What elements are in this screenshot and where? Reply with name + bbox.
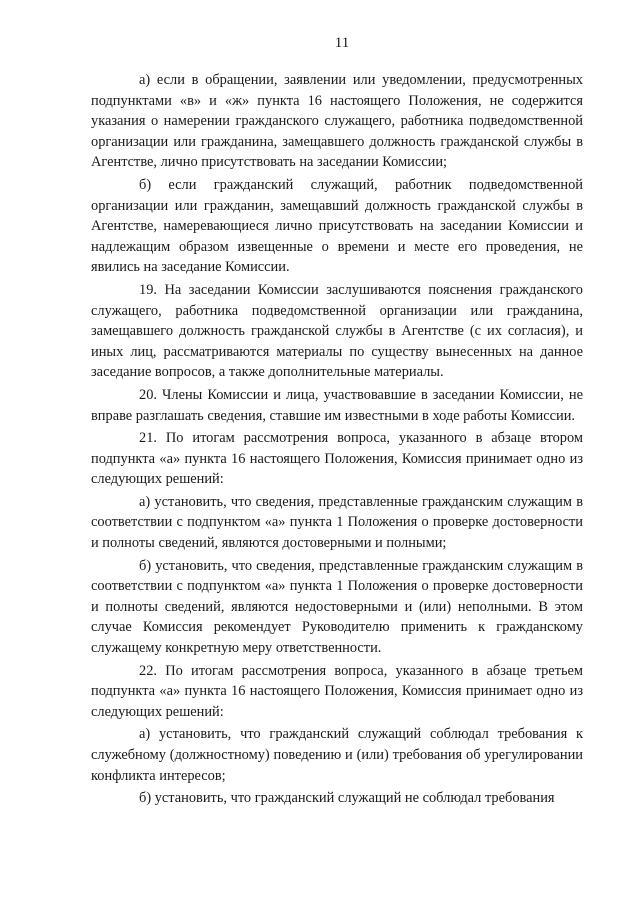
- paragraph-22b: б) установить, что гражданский служащий не соблюдал требования: [139, 790, 555, 807]
- paragraph-20: 20. Члены Комиссии и лица, участвовавшие в заседании Комиссии, не вправе разглашать сведения, ставшие им известными в ходе работы Комиссии.: [91, 386, 583, 424]
- paragraph-21a: а) установить, что сведения, представленные гражданским служащим в соответствии с подпунктом «а» пункта 1 Положения о проверке достоверности и полноты сведений, являются достоверными и полными;: [91, 493, 583, 552]
- paragraph-21: 21. По итогам рассмотрения вопроса, указанного в абзаце втором подпункта «а» пункта 16 настоящего Положения, Комиссия принимает одно из следующих решений:: [91, 430, 583, 488]
- paragraph-19: 19. На заседании Комиссии заслушиваются пояснения гражданского служащего, работника подведомственной организации или гражданина, замещавшего должность гражданской службы в Агентстве (с их согласия), и иных лиц, рассматриваются материалы по существу вынесенных на данное заседание вопросов, а также дополнительные материалы.: [91, 281, 583, 381]
- paragraph-18a: а) если в обращении, заявлении или уведомлении, предусмотренных подпунктами «в» и «ж» пункта 16 настоящего Положения, не содержится указания о намерении гражданского служащего, работника подведомственной организации или гражданина, замещавшего должность гражданской службы в Агентстве, лично присутствовать на заседании Комиссии;: [91, 72, 583, 171]
- paragraph-22a: а) установить, что гражданский служащий соблюдал требования к служебному (должностному) поведению и (или) требования об урегулировании конфликта интересов;: [91, 726, 583, 784]
- page-number: 11: [334, 35, 350, 51]
- paragraph-18b: б) если гражданский служащий, работник подведомственной организации или гражданин, замещавший должность гражданской службы в Агентстве, намеревающиеся лично присутствовать на заседании Комиссии и надлежащим образом извещенные о времени и месте его проведения, не явились на заседание Комиссии.: [91, 176, 583, 276]
- paragraph-21b: б) установить, что сведения, представленные гражданским служащим в соответствии с подпунктом «а» пункта 1 Положения о проверке достоверности и полноты сведений, являются недостоверными и (или) неполными. В этом случае Комиссия рекомендует Руководителю применить к гражданскому служащему конкретную меру ответственности.: [91, 557, 583, 657]
- paragraph-22: 22. По итогам рассмотрения вопроса, указанного в абзаце третьем подпункта «а» пункта 16 настоящего Положения, Комиссия принимает одно из следующих решений:: [91, 662, 583, 720]
